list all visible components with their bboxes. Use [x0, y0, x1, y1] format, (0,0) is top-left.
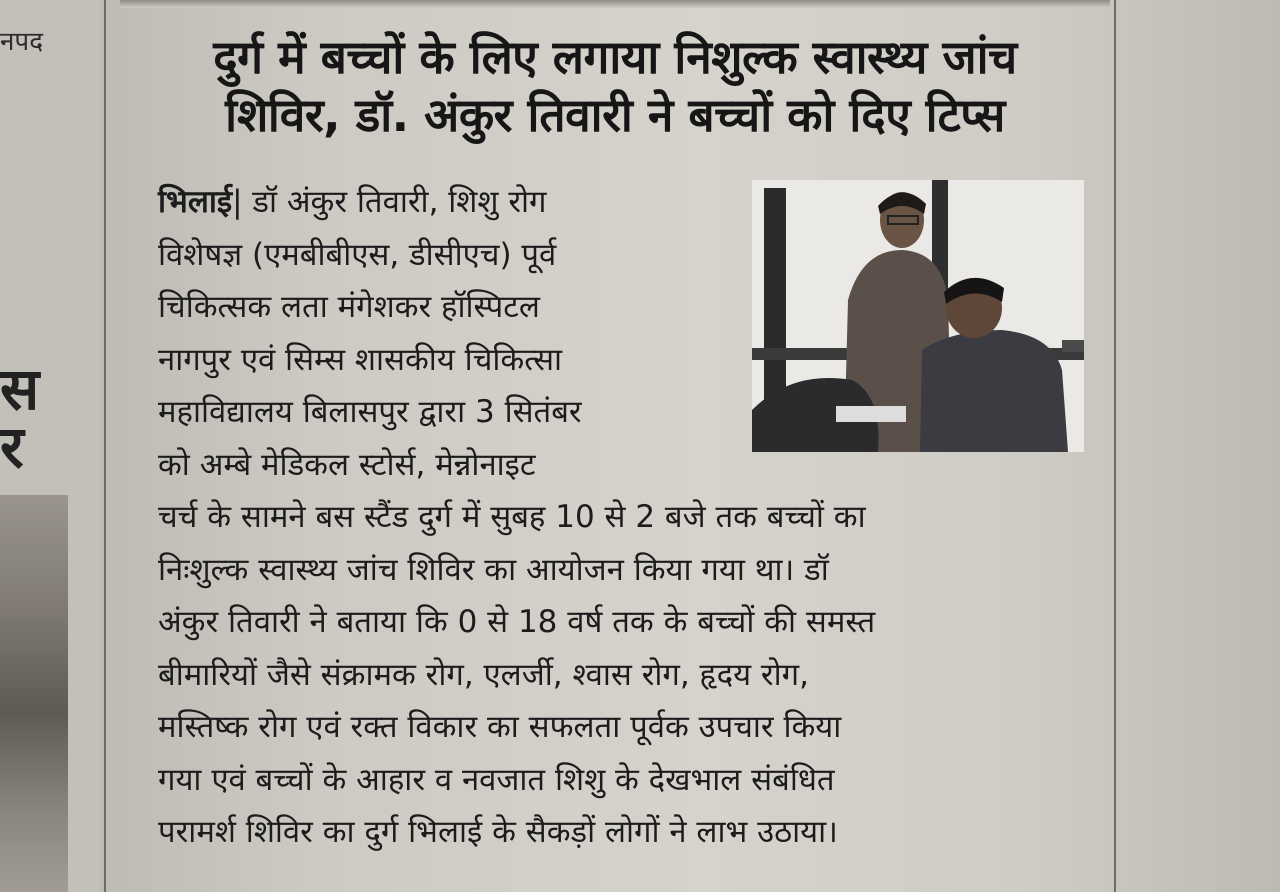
- body-line-1-text: डॉ अंकुर तिवारी, शिशु रोग: [252, 184, 547, 220]
- column-rule-right: [1114, 0, 1116, 892]
- body-line-1: [158, 176, 728, 229]
- adjacent-column: [0, 0, 100, 892]
- column-rule-left: [104, 0, 106, 892]
- body-line-10: बीमारियों जैसे संक्रामक रोग, एलर्जी, श्वास रोग, हृदय रोग,: [158, 656, 809, 693]
- top-rule: [120, 0, 1110, 8]
- headline-line-2: शिविर, डॉ. अंकुर तिवारी ने बच्चों को दिए टिप्स: [225, 88, 1005, 142]
- body-line-3: चिकित्सक लता मंगेशकर हॉस्पिटल: [158, 289, 540, 325]
- dateline: भिलाई: [158, 184, 233, 220]
- adjacent-photo: [0, 495, 68, 892]
- body-line-8: निःशुल्क स्वास्थ्य जांच शिविर का आयोजन किया गया था। डॉ: [158, 551, 829, 588]
- body-line-6: को अम्बे मेडिकल स्टोर्स, मेन्नोनाइट: [158, 446, 536, 483]
- article-body: [158, 176, 1090, 859]
- body-line-2: विशेषज्ञ (एमबीबीएस, डीसीएच) पूर्व: [158, 236, 557, 273]
- adjacent-column-glyphs: स र: [0, 355, 40, 481]
- body-line-4: नागपुर एवं सिम्स शासकीय चिकित्सा: [158, 341, 563, 378]
- dateline-separator: |: [232, 184, 253, 220]
- body-line-7: चर्च के सामने बस स्टैंड दुर्ग में सुबह 10 से 2 बजे तक बच्चों का: [158, 499, 866, 535]
- adjacent-column-text: नपद: [0, 27, 44, 57]
- headline-line-1: दुर्ग में बच्चों के लिए लगाया निशुल्क स्वास्थ्य जांच: [213, 30, 1017, 84]
- body-line-11: मस्तिष्क रोग एवं रक्त विकार का सफलता पूर्वक उपचार किया: [158, 709, 842, 745]
- body-line-9: अंकुर तिवारी ने बताया कि 0 से 18 वर्ष तक के बच्चों की समस्त: [158, 604, 876, 640]
- body-line-5: महाविद्यालय बिलासपुर द्वारा 3 सितंबर: [158, 394, 582, 430]
- body-line-12: गया एवं बच्चों के आहार व नवजात शिशु के देखभाल संबंधित: [158, 761, 835, 798]
- article-headline: [120, 28, 1110, 144]
- body-line-13: परामर्श शिविर का दुर्ग भिलाई के सैकड़ों लोगों ने लाभ उठाया।: [158, 814, 838, 850]
